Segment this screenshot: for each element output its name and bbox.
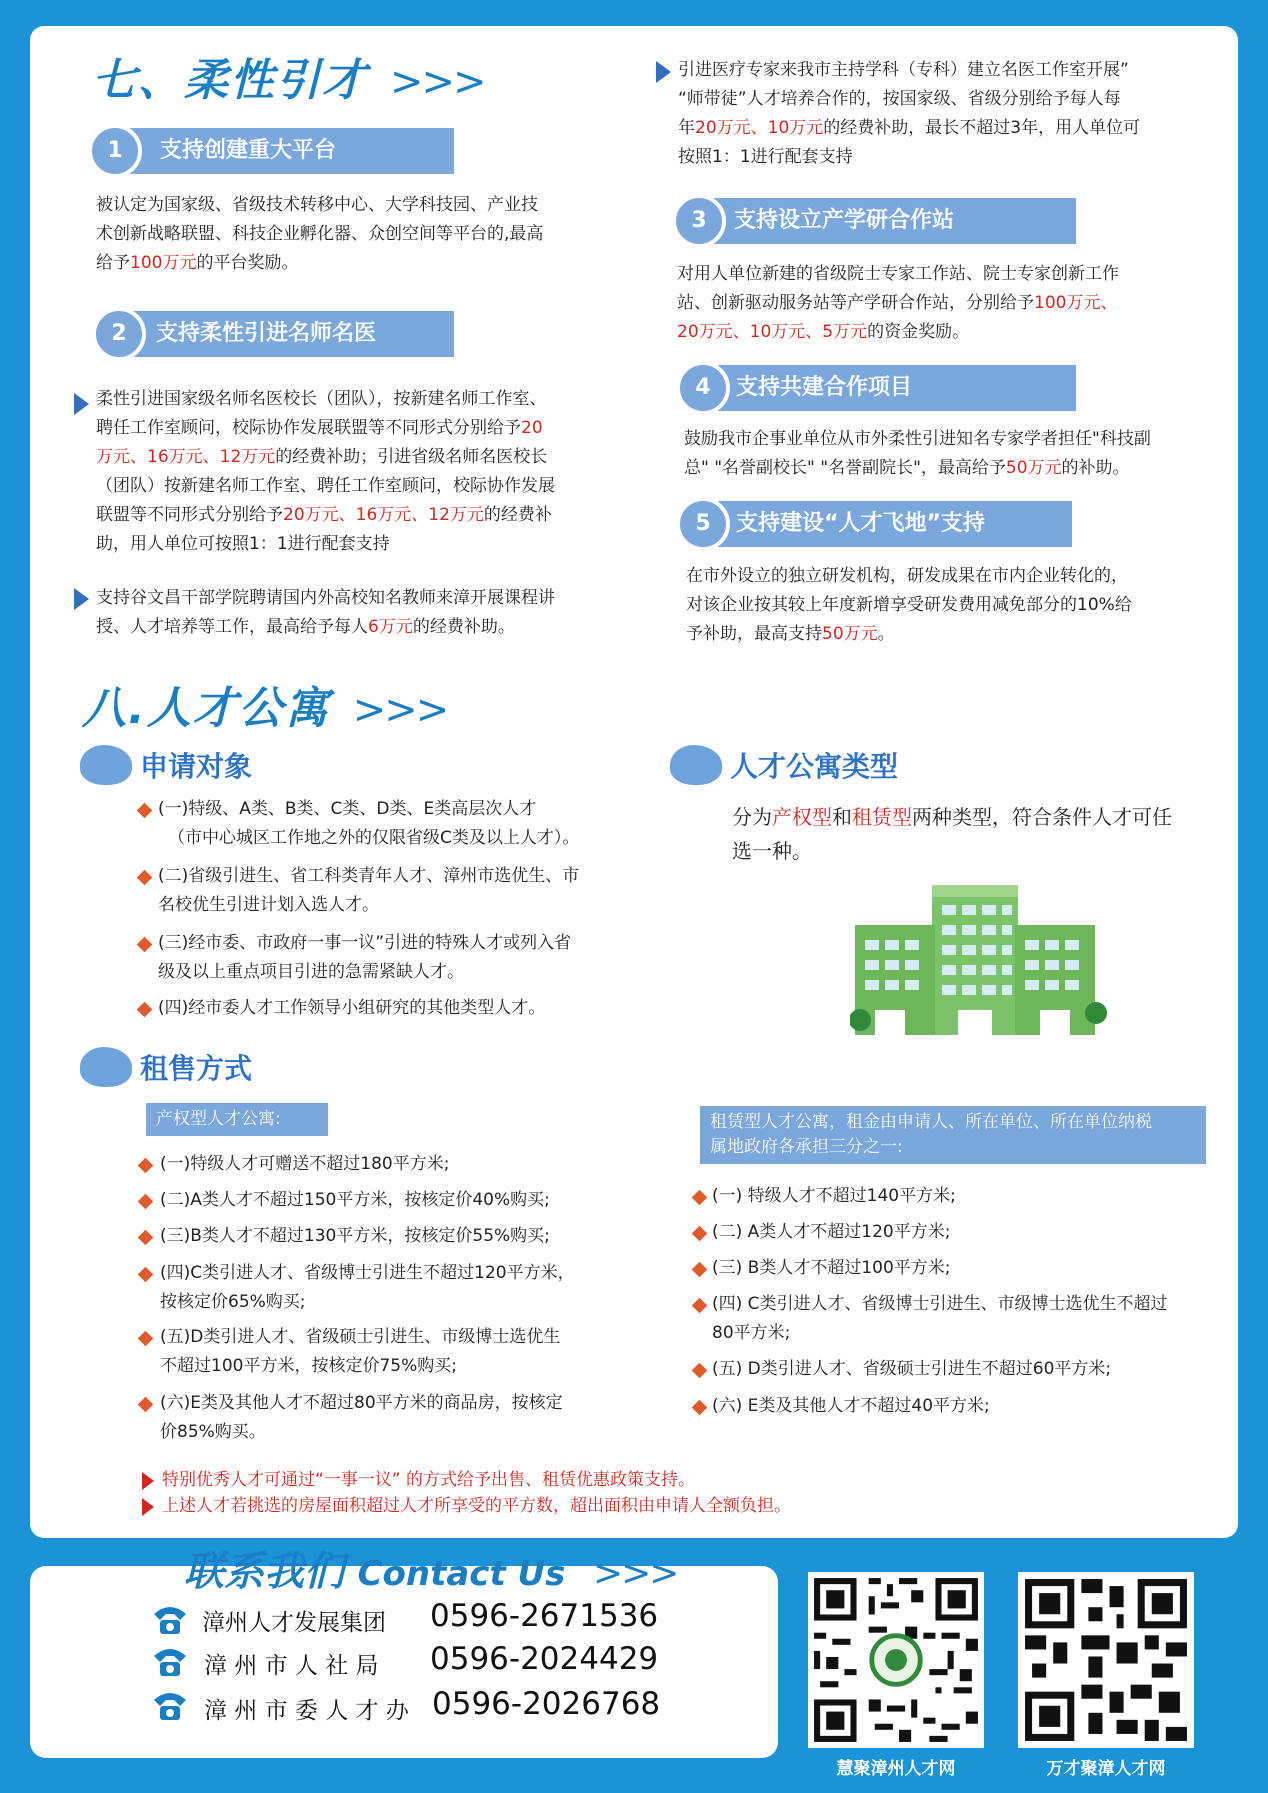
applicant-item: (一)特级、A类、B类、C类、D类、E类高层次人才 （市中心城区工作地之外的仅限省级C类及以上人才）。: [158, 799, 580, 848]
bubble-icon: [670, 745, 722, 785]
lease-item: (四) C类引进人才、省级博士引进生、市级博士选优生不超过 80平方米;: [712, 1294, 1168, 1343]
chevron-right-icon: >>>: [352, 687, 448, 733]
item2-text-b: 支持谷文昌干部学院聘请国内外高校知名教师来漳开展课程讲 授、人才培养等工作，最高给予每人6万元的经费补助。: [96, 588, 555, 637]
heading-5: 支持建设“人才飞地”支持: [712, 501, 1072, 547]
medical-expert-text: 引进医疗专家来我市主持学科（专科）建立名医工作室开展” “师带徒”人才培养合作的，按国家级、省级分别给予每人每 年20万元、10万元的经费补助，最长不超过3年，用人单位可 按照1：1进行配套支持: [678, 60, 1141, 167]
applicant-item: (二)省级引进生、省工科类青年人才、漳州市选优生、市 名校优生引进计划入选人才。: [158, 866, 580, 915]
item4-text: 鼓励我市企事业单位从市外柔性引进知名专家学者担任"科技副 总" "名誉副校长" "名誉副院长"，最高给予50万元的补助。: [684, 429, 1151, 478]
ownership-item: (一)特级人才可赠送不超过180平方米;: [160, 1154, 450, 1174]
note-1: 特别优秀人才可通过“一事一议” 的方式给予出售、租赁优惠政策支持。: [162, 1470, 696, 1490]
contact-phone: 0596-2671536: [430, 1598, 659, 1634]
section7-title: 七、柔性引才 >>>: [92, 55, 485, 106]
lease-item: (五) D类引进人才、省级硕士引进生不超过60平方米;: [712, 1359, 1112, 1379]
note-2: 上述人才若挑选的房屋面积超过人才所享受的平方数，超出面积由申请人全额负担。: [162, 1496, 791, 1516]
ownership-item: (五)D类引进人才、省级硕士引进生、市级博士选优生 不超过100平方米，按核定价75%购买;: [160, 1327, 561, 1376]
item1-text: 被认定为国家级、省级技术转移中心、大学科技园、产业技 术创新战略联盟、科技企业孵化器、众创空间等平台的,最高 给予100万元的平台奖励。: [96, 195, 544, 273]
ownership-item: (四)C类引进人才、省级博士引进生不超过120平方米， 按核定价65%购买;: [160, 1263, 575, 1312]
number-badge-1: 1: [88, 124, 142, 178]
qr-code-1[interactable]: [808, 1572, 984, 1748]
ownership-label: 产权型人才公寓:: [146, 1103, 328, 1136]
bullet-triangle-icon: [74, 393, 89, 415]
heading-4: 支持共建合作项目: [712, 365, 1076, 411]
applicant-item: (四)经市委人才工作领导小组研究的其他类型人才。: [158, 998, 546, 1018]
item3-text: 对用人单位新建的省级院士专家工作站、院士专家创新工作 站、创新驱动服务站等产学研合作站，分别给予100万元、 20万元、10万元、5万元的资金奖励。: [677, 264, 1119, 342]
number-badge-2: 2: [92, 307, 146, 361]
contact-org: 漳 州 市 人 社 局: [204, 1653, 379, 1679]
lease-label: 租赁型人才公寓，租金由申请人、所在单位、所在单位纳税 属地政府各承担三分之一:: [700, 1106, 1206, 1164]
bullet-triangle-icon: [656, 61, 671, 83]
number-badge-3: 3: [672, 194, 726, 248]
building-illustration: [850, 880, 1110, 1040]
number-badge-5: 5: [676, 497, 730, 551]
qr-caption-1: 慧聚漳州人才网: [836, 1759, 956, 1779]
contact-org: 漳 州 市 委 人 才 办: [204, 1698, 409, 1724]
ownership-item: (六)E类及其他人才不超过80平方米的商品房，按核定 价85%购买。: [160, 1393, 563, 1442]
chevron-right-icon: >>>: [592, 1553, 678, 1594]
lease-item: (二) A类人才不超过120平方米;: [712, 1222, 951, 1242]
qr-caption-2: 万才聚漳人才网: [1046, 1759, 1166, 1779]
section8-title: 八.人才公寓 >>>: [82, 683, 448, 734]
phone-icon: [150, 1602, 190, 1636]
chevron-right-icon: >>>: [390, 59, 485, 105]
apartment-types-title: 人才公寓类型: [730, 750, 899, 783]
applicants-title: 申请对象: [140, 750, 253, 783]
number-badge-4: 4: [676, 361, 730, 415]
bubble-icon: [80, 745, 132, 785]
contact-phone: 0596-2026768: [432, 1686, 661, 1722]
heading-1: 支持创建重大平台: [116, 128, 454, 174]
note-arrow-icon: [142, 1472, 154, 1490]
qr-code-2[interactable]: [1018, 1572, 1194, 1748]
ownership-item: (三)B类人才不超过130平方米，按核定价55%购买;: [160, 1226, 550, 1246]
heading-2: 支持柔性引进名师名医: [120, 311, 454, 357]
lease-item: (三) B类人才不超过100平方米;: [712, 1258, 951, 1278]
item5-text: 在市外设立的独立研发机构，研发成果在市内企业转化的， 对该企业按其较上年度新增享受研发费用减免部分的10%给 予补助，最高支持50万元。: [686, 566, 1132, 644]
phone-icon: [150, 1644, 190, 1678]
lease-item: (六) E类及其他人才不超过40平方米;: [712, 1396, 990, 1416]
item2-text-a: 柔性引进国家级名师名医校长（团队），按新建名师工作室、 聘任工作室顾问，校际协作发展联盟等不同形式分别给予20 万元、16万元、12万元的经费补助；引进省级名师名医校长 （团队）按新建名师工作室、聘任工作室顾问，校际协作发展 联盟等不同形式分别给予20万元、16万元、12万元的经费补 助，用人单位可按照1：1进行配套支持: [96, 389, 555, 554]
lease-item: (一) 特级人才不超过140平方米;: [712, 1186, 956, 1206]
ownership-item: (二)A类人才不超过150平方米，按核定价40%购买;: [160, 1190, 550, 1210]
applicant-item: (三)经市委、市政府一事一议”引进的特殊人才或列入省 级及以上重点项目引进的急需紧缺人才。: [158, 933, 572, 982]
apartment-types-text: 分为产权型和租赁型两种类型，符合条件人才可任 选一种。: [732, 805, 1172, 863]
rent-sale-title: 租售方式: [140, 1052, 253, 1085]
bullet-triangle-icon: [74, 588, 89, 610]
bubble-icon: [80, 1047, 132, 1087]
contact-title: 联系我们 Contact Us >>>: [184, 1549, 678, 1595]
contact-org: 漳州人才发展集团: [202, 1610, 386, 1636]
contact-phone: 0596-2024429: [430, 1641, 659, 1677]
note-arrow-icon: [142, 1498, 154, 1516]
phone-icon: [150, 1688, 190, 1722]
heading-3: 支持设立产学研合作站: [708, 198, 1076, 244]
